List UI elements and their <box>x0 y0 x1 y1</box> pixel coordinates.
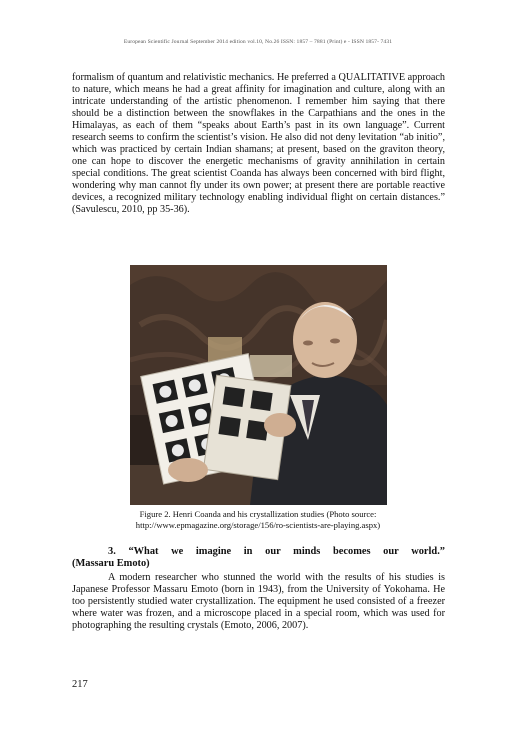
page-number: 217 <box>72 679 88 690</box>
body-paragraph: formalism of quantum and relativistic mechanics. He preferred a QUALITATIVE approach to nature, which means he had a great affinity for imagination and culture, along with an intricate understanding of the artistic phenomenon. I remember him saying that there should be a distinction between the snowflakes in the Carpathians and the ones in the Himalayas, as each of them “speaks about Earth’s past in its own language”. Current research seems to confirm the scientist’s vision. He also did not deny levitation “ab initio”, which was practiced by certain Indian shamans; at present, based on the graviton theory, one can hope to discover the energetic mechanisms of gravity annihilation in certain special conditions. The great scientist Coanda has always been concerned with bird flight, wondering why man cannot fly under its own power; at present there are portable reactive devices, a recognized military technology enabling individual flight on certain distances.” (Savulescu, 2010, pp 35-36). <box>72 72 445 215</box>
caption-source-url: http://www.epmagazine.org/storage/156/ro-scientists-are-playing.aspx) <box>135 520 381 530</box>
section-heading-title: 3. “What we imagine in our minds becomes our world.” <box>108 546 445 557</box>
figure-photo <box>130 265 387 505</box>
caption-line: Figure 2. Henri Coanda and his crystallization studies (Photo source: <box>139 509 377 519</box>
section-heading <box>72 546 445 570</box>
section-heading-attribution: (Massaru Emoto) <box>72 558 150 569</box>
figure-caption <box>60 509 456 531</box>
running-header: European Scientific Journal September 2014 edition vol.10, No.26 ISSN: 1857 – 7881 (Print) e - ISSN 1857- 7431 <box>123 39 393 45</box>
body-paragraph-2: A modern researcher who stunned the world with the results of his studies is Japanese Professor Massaru Emoto (born in 1943), from the University of Yokohama. He too persistently studied water crystallization. The equipment he used consisted of a freezer where water was frozen, and a microscope placed in a special room, which was used for photographing the resulting crystals (Emoto, 2006, 2007). <box>72 572 445 631</box>
